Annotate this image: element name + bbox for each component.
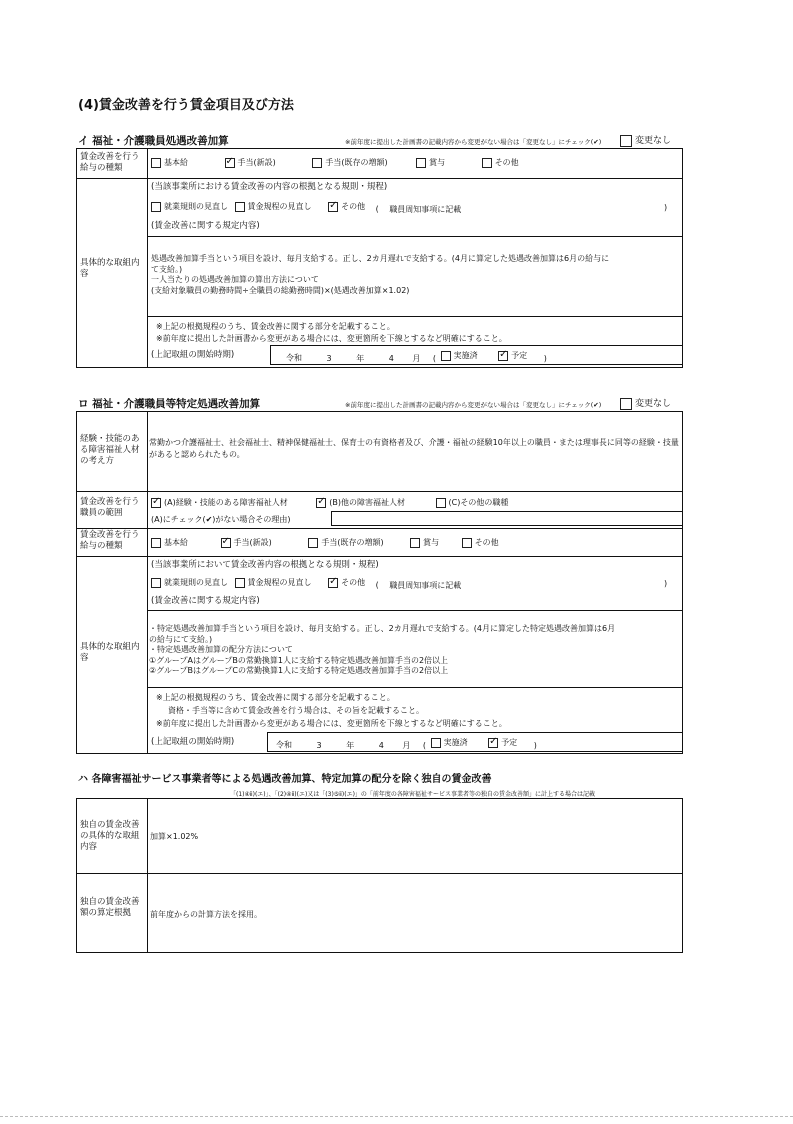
start-planned[interactable] bbox=[498, 350, 527, 361]
checkbox[interactable] bbox=[436, 498, 446, 508]
rule-other[interactable] bbox=[328, 577, 365, 588]
checkbox[interactable] bbox=[151, 158, 161, 168]
rule-other-text: 職員周知事項に記載 bbox=[389, 204, 462, 214]
divider bbox=[76, 873, 683, 874]
checkbox[interactable] bbox=[462, 538, 472, 548]
checkbox[interactable] bbox=[431, 738, 441, 748]
divider bbox=[76, 491, 683, 492]
option-label: 賃金規程の見直し bbox=[247, 578, 312, 587]
checkbox-checked[interactable] bbox=[328, 202, 338, 212]
wage-item-new-allowance[interactable] bbox=[221, 537, 272, 548]
start-label: (上記取組の開始時期) bbox=[151, 737, 235, 747]
start-done[interactable] bbox=[441, 350, 478, 361]
note-line: ※前年度に提出した計画書から変更がある場合には、変更箇所を下線とするなど明確にすること。 bbox=[156, 334, 507, 343]
option-label: 就業規則の見直し bbox=[164, 202, 228, 211]
month[interactable]: 4 bbox=[378, 740, 384, 750]
checkbox[interactable] bbox=[308, 538, 318, 548]
wage-item-new-allowance[interactable] bbox=[225, 157, 276, 168]
no-change-label: 変更なし bbox=[635, 399, 672, 409]
page-edge bbox=[0, 1116, 793, 1117]
experience-label: 経験・技能のある障害福祉人材の考え方 bbox=[80, 434, 140, 466]
paren-close: ) bbox=[543, 353, 547, 363]
section-i-content bbox=[151, 254, 679, 296]
option-label: 実施済 bbox=[443, 738, 468, 747]
checkbox[interactable] bbox=[151, 538, 161, 548]
year-unit: 年 bbox=[346, 740, 355, 750]
scope-reason-input[interactable] bbox=[331, 511, 683, 526]
content-line: の給与にて支給。) bbox=[149, 634, 213, 644]
note-line: ※前年度に提出した計画書から変更がある場合には、変更箇所を下線とするなど明確にすること。 bbox=[156, 719, 507, 728]
rule-wage-regulation[interactable] bbox=[235, 201, 312, 212]
rule-work-regulation[interactable] bbox=[151, 201, 228, 212]
month-unit: 月 bbox=[402, 740, 411, 750]
content-line: 一人当たりの処遇改善加算の算出方法について bbox=[151, 275, 319, 284]
year-unit: 年 bbox=[356, 353, 365, 363]
content-line: ・特定処遇改善加算手当という項目を設け、毎月支給する。正し、2カ月遅れで支給する。(4月に算定した特定処遇改善加算は6月 bbox=[149, 624, 616, 633]
rule-other-close-paren: ) bbox=[664, 579, 668, 588]
section-ro-title: ロ 福祉・介護職員等特定処遇改善加算 bbox=[78, 398, 261, 410]
rule-other-close-paren: ) bbox=[664, 203, 668, 212]
divider bbox=[76, 178, 683, 179]
checkbox[interactable] bbox=[312, 158, 322, 168]
checkbox[interactable] bbox=[416, 158, 426, 168]
wage-item-other[interactable] bbox=[462, 537, 499, 548]
option-label: (A)経験・技能のある障害福祉人材 bbox=[164, 498, 288, 507]
scope-a[interactable] bbox=[151, 497, 288, 508]
detail-label: 具体的な取組内容 bbox=[80, 258, 140, 279]
rule-content-heading: (賃金改善に関する規定内容) bbox=[151, 221, 260, 231]
divider bbox=[147, 411, 148, 754]
option-label: 基本給 bbox=[164, 538, 188, 547]
detail-label: 具体的な取組内容 bbox=[80, 642, 140, 663]
option-label: 実施済 bbox=[453, 351, 478, 360]
rule-content-heading: (賃金改善に関する規定内容) bbox=[151, 596, 260, 606]
divider bbox=[76, 528, 683, 529]
section-ro-no-change[interactable] bbox=[620, 396, 671, 410]
wage-item-basic[interactable] bbox=[151, 157, 188, 168]
option-label: 手当(新設) bbox=[237, 158, 276, 167]
checkbox-checked[interactable] bbox=[316, 498, 326, 508]
option-label: その他 bbox=[494, 158, 519, 167]
section-i-rules bbox=[151, 201, 676, 215]
option-label: 基本給 bbox=[164, 158, 188, 167]
option-label: 賞与 bbox=[429, 158, 446, 167]
rule-other-open-paren: ( bbox=[375, 204, 379, 214]
own-calc-label: 独自の賃金改善額の算定根拠 bbox=[80, 897, 140, 918]
option-label: 手当(既存の増額) bbox=[321, 538, 384, 547]
option-label: 賞与 bbox=[423, 538, 440, 547]
divider bbox=[76, 556, 683, 557]
rule-heading: (当該事業所において賃金改善内容の根拠となる規則・規程) bbox=[151, 560, 379, 570]
option-label: (B)他の障害福祉人材 bbox=[329, 498, 405, 507]
rule-work-regulation[interactable] bbox=[151, 577, 228, 588]
wage-items-label: 賃金改善を行う給与の種類 bbox=[80, 152, 140, 173]
option-label: その他 bbox=[474, 538, 499, 547]
section-ro-no-change-checkbox[interactable] bbox=[620, 398, 632, 410]
section-i-no-change[interactable] bbox=[620, 133, 671, 147]
option-label: 予定 bbox=[511, 351, 528, 360]
wage-item-bonus[interactable] bbox=[410, 537, 439, 548]
checkbox[interactable] bbox=[410, 538, 420, 548]
divider bbox=[147, 798, 148, 953]
month-unit: 月 bbox=[412, 353, 421, 363]
start-done[interactable] bbox=[431, 737, 468, 748]
checkbox[interactable] bbox=[482, 158, 492, 168]
era: 令和 bbox=[276, 740, 292, 750]
section-ro-start bbox=[276, 737, 537, 751]
note-line: 資格・手当等に含めて賃金改善を行う場合は、その旨を記載すること。 bbox=[168, 706, 424, 715]
checkbox-checked[interactable] bbox=[498, 351, 508, 361]
option-label: その他 bbox=[341, 578, 366, 587]
option-label: その他 bbox=[341, 202, 366, 211]
wage-item-basic[interactable] bbox=[151, 537, 188, 548]
section-i-title: イ 福祉・介護職員処遇改善加算 bbox=[78, 135, 229, 147]
scope-c[interactable] bbox=[436, 497, 509, 508]
own-improvement-text[interactable]: 加算×1.02% bbox=[150, 832, 199, 841]
rule-other-open-paren: ( bbox=[375, 580, 379, 590]
note-line: ※上記の根拠規程のうち、賃金改善に関する部分を記載すること。 bbox=[156, 693, 395, 702]
checkbox-checked[interactable] bbox=[328, 578, 338, 588]
checkbox[interactable] bbox=[151, 202, 161, 212]
start-label: (上記取組の開始時期) bbox=[151, 350, 235, 360]
checkbox[interactable] bbox=[235, 578, 245, 588]
checkbox-checked[interactable] bbox=[221, 538, 231, 548]
section-ro-content bbox=[149, 624, 679, 677]
own-calc-text[interactable]: 前年度からの計算方法を採用。 bbox=[150, 910, 262, 919]
checkbox-checked[interactable] bbox=[225, 158, 235, 168]
section-i-no-change-checkbox[interactable] bbox=[620, 135, 632, 147]
option-label: 予定 bbox=[501, 738, 518, 747]
content-line: ①グループAはグループBの常勤換算1人に支給する特定処遇改善加算手当の2倍以上 bbox=[149, 655, 449, 665]
content-line: 処遇改善加算手当という項目を設け、毎月支給する。正し、2カ月遅れで支給する。(4月に算定した処遇改善加算は6月の給与に bbox=[151, 254, 610, 263]
content-line: ②グループBはグループCの常勤換算1人に支給する特定処遇改善加算手当の2倍以上 bbox=[149, 666, 449, 675]
checkbox[interactable] bbox=[151, 578, 161, 588]
option-label: (C)その他の職種 bbox=[448, 498, 509, 507]
option-label: 賃金規程の見直し bbox=[247, 202, 312, 211]
content-line: ・特定処遇改善加算の配分方法について bbox=[149, 645, 293, 654]
wage-item-existing-allowance[interactable] bbox=[312, 157, 387, 168]
option-label: 手当(新設) bbox=[233, 538, 272, 547]
wage-item-other[interactable] bbox=[482, 157, 519, 168]
section-i-wage-items bbox=[151, 157, 519, 171]
wage-item-bonus[interactable] bbox=[416, 157, 445, 168]
checkbox[interactable] bbox=[235, 202, 245, 212]
rule-other-text: 職員周知事項に記載 bbox=[389, 580, 462, 590]
section-ha-note: 「(1)④ⅱ)(エ)」、「(2)④ⅱ)(エ)又は「(3)⑤ⅱ)(エ)」の「前年度の各障害福祉サービス事業者等の独自の賃金改善額」に計上する場合は記載 bbox=[230, 791, 595, 798]
scope-reason-label: (A)にチェック(✔)がない場合その理由) bbox=[151, 515, 291, 524]
section-ro-note: ※前年度に提出した計画書の記載内容から変更がない場合は「変更なし」にチェック(✔) bbox=[345, 401, 602, 409]
section-ha-table bbox=[76, 798, 683, 953]
section-i-note: ※前年度に提出した計画書の記載内容から変更がない場合は「変更なし」にチェック(✔) bbox=[345, 138, 602, 146]
rule-heading: (当該事業所における賃金改善の内容の根拠となる規則・規程) bbox=[151, 182, 388, 192]
option-label: 手当(既存の増額) bbox=[325, 158, 388, 167]
content-line: て支給。) bbox=[151, 264, 183, 274]
rule-wage-regulation[interactable] bbox=[235, 577, 312, 588]
checkbox-checked[interactable] bbox=[488, 738, 498, 748]
section-ro-scope bbox=[151, 497, 508, 511]
year[interactable]: 3 bbox=[316, 740, 322, 750]
no-change-label: 変更なし bbox=[635, 136, 672, 146]
content-line: (支給対象職員の勤務時間÷全職員の総勤務時間)×(処遇改善加算×1.02) bbox=[151, 285, 410, 295]
experience-text: 常勤かつ介護福祉士、社会福祉士、精神保健福祉士、保育士の有資格者及び、介護・福祉の経験10年以上の職員・または理事長に同等の経験・技量があると認められたもの。 bbox=[149, 438, 679, 459]
note-line: ※上記の根拠規程のうち、賃金改善に関する部分を記載すること。 bbox=[156, 322, 395, 331]
scope-label: 賃金改善を行う職員の範囲 bbox=[80, 497, 140, 518]
section-i-start bbox=[286, 350, 547, 364]
wage-items-label: 賃金改善を行う給与の種類 bbox=[80, 530, 140, 551]
wage-item-existing-allowance[interactable] bbox=[308, 537, 383, 548]
paren-close: ) bbox=[533, 740, 537, 750]
year[interactable]: 3 bbox=[326, 353, 332, 363]
month[interactable]: 4 bbox=[388, 353, 394, 363]
page-title: (4)賃金改善を行う賃金項目及び方法 bbox=[78, 98, 294, 113]
start-planned[interactable] bbox=[488, 737, 517, 748]
section-ha-title: ハ 各障害福祉サービス事業者等による処遇改善加算、特定加算の配分を除く独自の賃金改善 bbox=[78, 774, 492, 785]
option-label: 就業規則の見直し bbox=[164, 578, 228, 587]
scope-b[interactable] bbox=[316, 497, 405, 508]
era: 令和 bbox=[286, 353, 302, 363]
checkbox[interactable] bbox=[441, 351, 451, 361]
checkbox-checked[interactable] bbox=[151, 498, 161, 508]
section-ro-rules bbox=[151, 577, 676, 591]
rule-other[interactable] bbox=[328, 201, 365, 212]
paren-open: ( bbox=[422, 740, 427, 750]
section-ro-wage-items bbox=[151, 537, 499, 551]
paren-open: ( bbox=[432, 353, 437, 363]
own-improvement-label: 独自の賃金改善の具体的な取組内容 bbox=[80, 820, 140, 852]
